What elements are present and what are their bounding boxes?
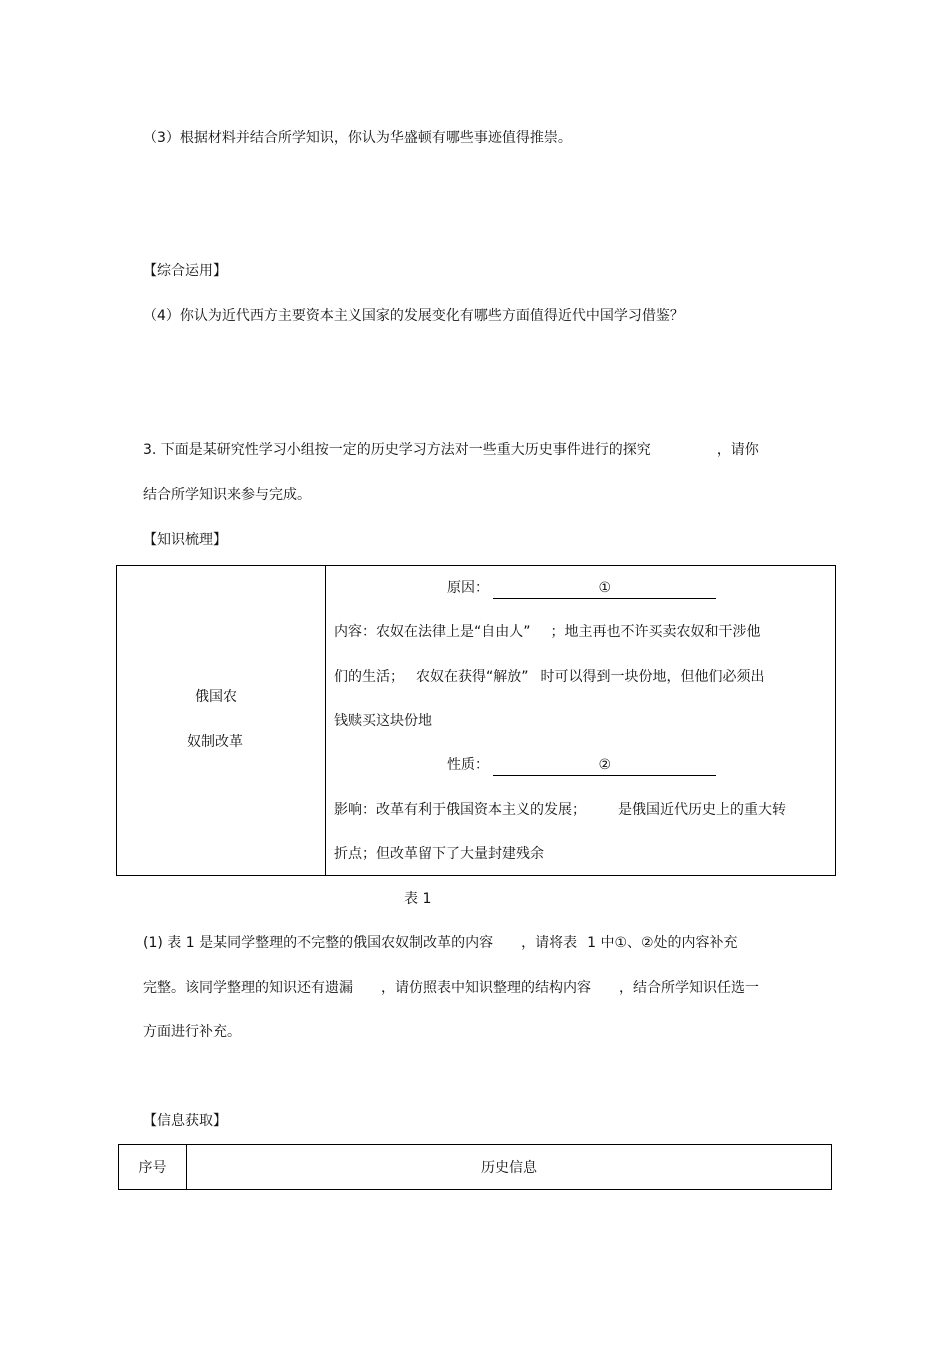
section-heading-info: 【信息获取】 (143, 1113, 227, 1129)
cause-blank-right (611, 584, 716, 599)
content-line-1-b: ；地主再也不许买卖农奴和干涉他 (550, 624, 761, 640)
content-line-1-a: 内容：农奴在法律上是“自由人” (334, 624, 531, 640)
nature-blank-right (611, 761, 716, 776)
content-line-2-c: 时可以得到一块份地，但他们必须出 (540, 669, 765, 685)
info-table-header-info: 历史信息 (187, 1145, 832, 1190)
nature-blank-left (493, 761, 598, 776)
impact-line-1-b: 是俄国近代历史上的重大转 (618, 802, 786, 818)
item-3-line-1-main: 3. 下面是某研究性学习小组按一定的历史学习方法对一些重大历史事件进行的探究 (143, 442, 651, 458)
knowledge-table-right-cell (326, 566, 836, 876)
impact-line-1 (334, 800, 786, 820)
content-line-2-a: 们的生活； (334, 669, 404, 685)
knowledge-table (116, 565, 836, 876)
item-3-line-1 (143, 440, 759, 460)
section-heading-knowledge: 【知识梳理】 (143, 532, 227, 548)
question-4-text: （4）你认为近代西方主要资本主义国家的发展变化有哪些方面值得近代中国学习借鉴？ (143, 308, 684, 324)
cause-blank-left (493, 584, 598, 599)
nature-row (447, 755, 716, 776)
question-3-text: （3）根据材料并结合所学知识，你认为华盛顿有哪些事迹值得推崇。 (143, 130, 572, 146)
q1-line-3: 方面进行补充。 (143, 1024, 241, 1040)
content-line-2-b: 农奴在获得“解放” (416, 669, 529, 685)
nature-marker: ② (598, 755, 611, 776)
content-line-1 (334, 622, 761, 642)
q1-line-2-a: 完整。该同学整理的知识还有遗漏 (143, 980, 353, 996)
q1-line-1 (143, 933, 738, 953)
nature-label: 性质： (447, 757, 489, 773)
q1-line-2 (143, 978, 759, 998)
info-table (118, 1144, 832, 1190)
content-line-3: 钱赎买这块份地 (334, 713, 432, 729)
item-3-line-1-end: ，请你 (716, 442, 759, 458)
info-table-header-index: 序号 (119, 1145, 187, 1190)
impact-line-1-a: 影响：改革有利于俄国资本主义的发展； (334, 802, 586, 818)
q1-line-1-c: 1 中①、②处的内容补充 (587, 935, 738, 951)
left-cell-line-2: 奴制改革 (187, 734, 243, 750)
content-line-2 (334, 667, 765, 687)
cause-row (447, 578, 716, 599)
left-cell-line-1: 俄国农 (195, 689, 237, 705)
knowledge-table-left-cell (117, 566, 326, 876)
item-3-line-2: 结合所学知识来参与完成。 (143, 487, 311, 503)
impact-line-2: 折点；但改革留下了大量封建残余 (334, 846, 544, 862)
q1-line-2-b: ，请仿照表中知识整理的结构内容 (381, 980, 591, 996)
table-1-caption: 表 1 (404, 891, 432, 907)
cause-marker: ① (598, 578, 611, 599)
cause-label: 原因： (447, 580, 489, 596)
q1-line-1-a: (1) 表 1 是某同学整理的不完整的俄国农奴制改革的内容 (143, 935, 494, 951)
q1-line-1-b: ，请将表 (521, 935, 578, 951)
section-heading-apply: 【综合运用】 (143, 263, 227, 279)
q1-line-2-c: ，结合所学知识任选一 (619, 980, 759, 996)
